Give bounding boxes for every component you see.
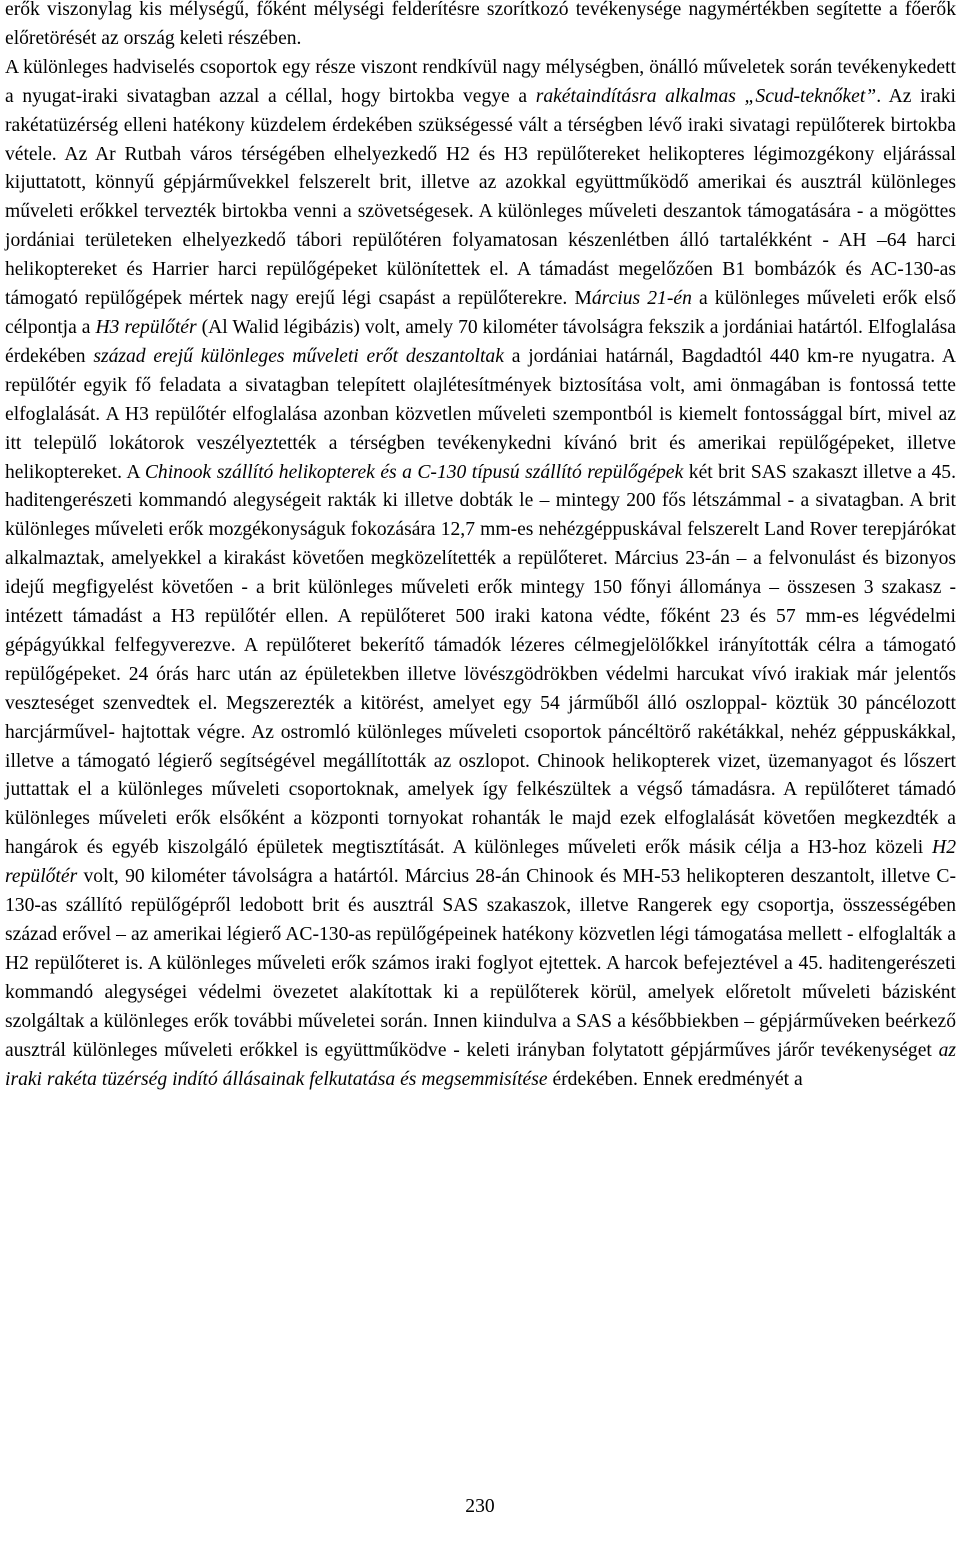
text-run: erők viszonylag kis mélységű, főként mélységi felderítésre szorítkozó tevékenysége nagymértékben segítette a főerők előretörését az ország keleti részében. [5, 0, 956, 49]
emphasis-chinook-text: Chinook szállító helikopterek és a C-130 típusú szállító repülőgépek [144, 461, 684, 483]
emphasis-rocket-text: az iraki rakéta tüzérség indító állásainak felkutatása és megsemmisítése [5, 1039, 956, 1090]
text-run: . Az iraki rakétatüzérség elleni hatékony küzdelem érdekében szükségessé vált a térségben lévő iraki sivatagi repülőterek birtokba vétele. Az Ar Rutbah város térségében elhelyezkedő H2 és H3 repülőtereket helikopteres légimozgékony eljárással kijuttatott, könnyű gépjárművekkel felszerelt brit, illetve az azokkal együttműködő amerikai és ausztrál különleges műveleti erőkkel tervezték birtokba venni a szövetségesek. A különleges műveleti deszantok támogatására - a mögöttes jordániai területeken elhelyezkedő tábori repülőtéren folyamatosan készenlétben álló tartalékként - AH –64 harci helikoptereket és Harrier harci repülőgépeket különítettek el. A támadást megelőzően B1 bombázók és AC-130-as támogató repülőgépek mértek nagy erejű légi csapást a repülőterekre. M [5, 85, 957, 310]
paragraph-continuation [5, 0, 956, 54]
emphasis-h3-text: H3 repülőtér [95, 316, 197, 338]
text-run: két brit SAS szakaszt illetve a 45. haditengerészeti kommandó alegységeit rakták ki illetve dobták le – mintegy 200 fős létszámmal - a sivatagban. A brit különleges műveleti erők mozgékonyságuk fokozására 12,7 mm-es nehézgéppuskával felszerelt Land Rover terepjárókat alkalmaztak, amelyekkel a kirakást követően megközelítették a repülőteret. Március 23-án – a felvonulást és bizonyos idejű megfigyelést követően - a brit különleges műveleti erők mintegy 150 főnyi állománya – összesen 3 szakasz - intézett támadást a H3 repülőtér ellen. A repülőteret 500 iraki katona védte, főként 23 és 57 mm-es légvédelmi gépágyúkkal felfegyverezve. A repülőteret bekerítő támadók lézeres célmegjelölőkkel irányították célra a támogató repülőgépeket. 24 órás harc után az épületekben illetve lövészgödrökben védelmi harcukat vívó irakiak már jelentős veszteséget szenvedtek el. Megszerezték a kitörést, amelyet egy 54 járműből álló oszloppal- köztük 30 páncélozott harcjárművel- hajtottak végre. Az ostromló különleges műveleti csoportok páncéltörő rakétákkal, nehéz géppuskákkal, illetve a támogató légierő segítségével megállították az oszlopot. Chinook helikopterek vizet, üzemanyagot és lőszert juttattak el a különleges műveleti csoportoknak, amelyek így felkészültek a végső támadásra. A repülőteret támadó különleges műveleti erők elsőként a központi tornyokat rohanták le majd ezek elfoglalását követően megkezdték a hangárok és egyéb kiszolgáló épületek megtisztítását. A különleges műveleti erők másik célja a H3-hoz közeli [5, 461, 956, 859]
text-run: érdekében. Ennek eredményét a [547, 1068, 803, 1090]
text-run: volt, 90 kilométer távolságra a határtól. Március 28-án Chinook és MH-53 helikopteren deszantolt, illetve C-130-as szállító repülőgépről ledobott brit és ausztrál SAS szakaszok, illetve Rangerek egy csoportja, összességében század erővel – az amerikai légierő AC-130-as repülőgépeinek hatékony közvetlen légi támogatása mellett - elfoglalták a H2 repülőteret is. A különleges műveleti erők számos iraki foglyot ejtettek. A harcok befejeztével a 45. haditengerészeti kommandó alegységei védelmi övezetet alakítottak ki a repülőterek körül, amelyek előretolt műveleti bázisként szolgáltak a különleges erők további műveletei során. Innen kiindulva a SAS a későbbiekben – gépjárműveken beérkező ausztrál különleges műveleti erőkkel is együttműködve - keleti irányban folytatott gépjárműves járőr tevékenységet [5, 866, 956, 1061]
text-run: a különleges műveleti erők első célpontja a [5, 288, 956, 338]
text-run: A különleges hadviselés csoportok egy része viszont rendkívül nagy mélységben, önálló műveletek során tevékenykedett a nyugat-iraki sivatagban azzal a céllal, hogy birtokba vegye a [5, 56, 956, 107]
emphasis-date-text: árcius 21-én [591, 288, 692, 310]
text-run: a jordániai határnál, Bagdadtól 440 km-re nyugatra. A repülőtér egyik fő feladata a sivatagban telepített olajlétesítmények biztosítása volt, ami önmagában is fontossá tette elfoglalását. A H3 repülőtér elfoglalása azonban közvetlen műveleti szempontból is kiemelt fontossággal bírt, mivel az itt települő lokátorok veszélyeztették a térségben tevékenykedni kívánó brit és amerikai repülőgépeket, illetve helikoptereket. A [5, 345, 956, 483]
emphasis-deszant-text: század erejű különleges műveleti erőt deszantoltak [93, 345, 504, 367]
paragraph-main [5, 54, 956, 1095]
body-text [5, 0, 956, 1094]
emphasis-scud-text: rakétaindításra alkalmas „Scud-teknőket” [535, 85, 877, 107]
text-run: (Al Walid légibázis) volt, amely 70 kilométer távolságra fekszik a jordániai határtól. Elfoglalása érdekében [5, 316, 956, 367]
emphasis-h2-text: H2 repülőtér [5, 837, 956, 888]
page-number: 230 [465, 1496, 495, 1517]
